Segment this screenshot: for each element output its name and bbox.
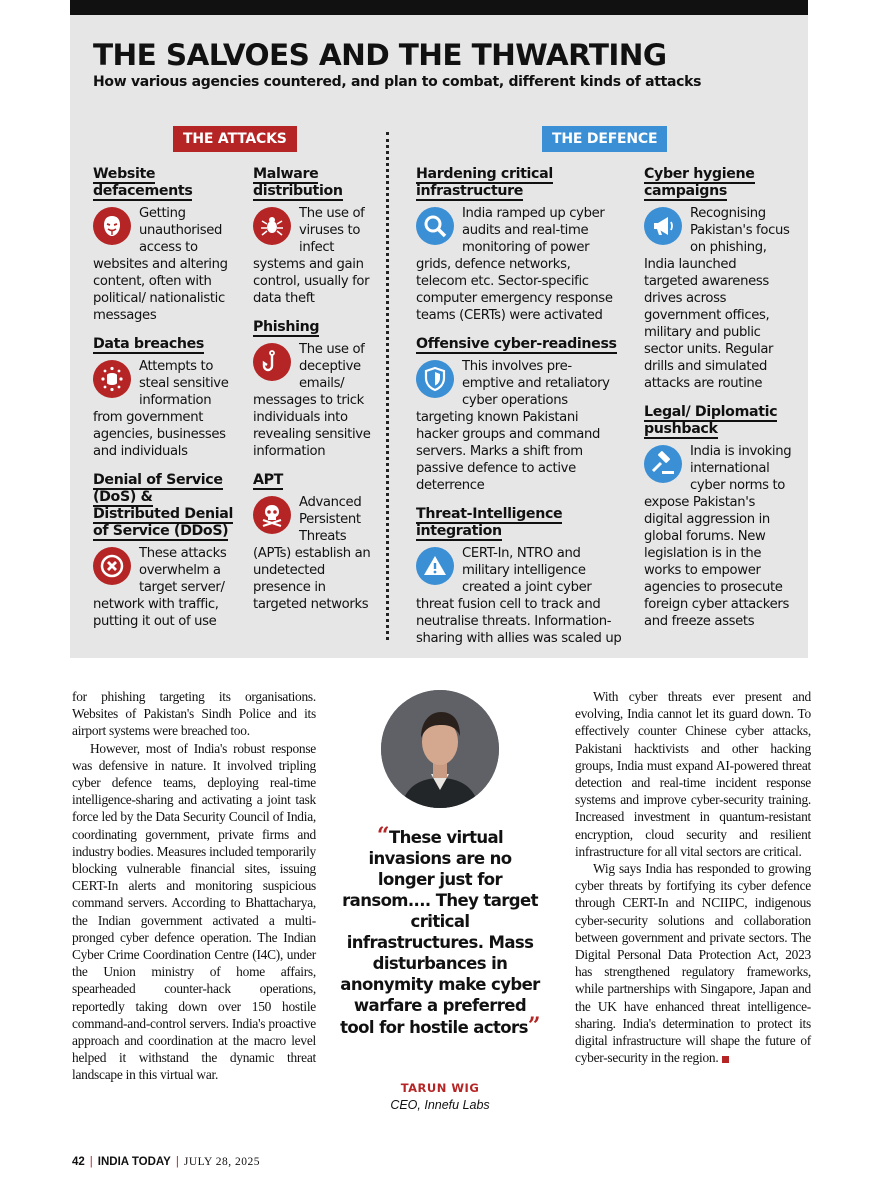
attack-text: The use of deceptive emails/ messages to trick individuals into revealing sensitive information <box>253 342 371 459</box>
attack-data-breaches <box>93 336 241 460</box>
warning-triangle-icon <box>416 547 454 585</box>
attacks-column-2 <box>253 166 371 613</box>
open-quote-mark: “ <box>376 823 389 849</box>
defence-heading: Offensive cyber-readiness <box>416 336 617 352</box>
hacker-mask-icon <box>93 207 131 245</box>
top-black-bar <box>70 0 808 15</box>
megaphone-icon <box>644 207 682 245</box>
pull-quote-text: These virtual invasions are no longer just for ransom.... They target critical infrastructures. Mass disturbances in anonymity make cyber warfare a preferred tool for hostile actors <box>340 828 540 1037</box>
attacks-column-1 <box>93 166 241 630</box>
defence-threat-intel <box>416 506 622 647</box>
article-column-3 <box>575 688 811 1066</box>
article-paragraph: However, most of India's robust response was defensive in nature. It involved tripling cyber defence teams, deploying real-time intelligence-sharing and activating a joint task force led by the Data Security Council of India, coordinating government, private firms and industry bodies. Measures included temporarily blocking vulnerable financial sites, issuing CERT-In alerts and monitoring suspicious command servers. According to Bhattacharya, the Indian government activated a multi-pronged cyber defence operation. The Indian Cyber Crime Coordination Centre (I4C), under the Union ministry of home affairs, spearheaded counter-hack operations, reportedly taking down over 150 hostile command-and-control servers. India's proactive approach and coordination at the macro level helped it withstand the dynamic threat landscape in this virtual war. <box>72 740 316 1083</box>
footer-separator: | <box>175 1156 179 1168</box>
infographic-subtitle: How various agencies countered, and plan to combat, different kinds of attacks <box>93 74 702 90</box>
defence-column-1 <box>416 166 622 647</box>
attack-text: Attempts to steal sensitive information from government agencies, businesses and individuals <box>93 359 229 459</box>
article-paragraph <box>575 860 811 1066</box>
article-column-1 <box>72 688 316 1084</box>
attack-heading: Data breaches <box>93 336 205 352</box>
end-mark <box>722 1056 729 1063</box>
defence-heading: Threat-Intelligence integration <box>416 506 563 539</box>
pull-quote <box>340 823 540 1039</box>
defence-heading: Legal/ Diplomatic pushback <box>644 404 778 437</box>
virus-bug-icon <box>253 207 291 245</box>
article-paragraph: With cyber threats ever present and evolving, India cannot let its guard down. To effectively counter Chinese cyber attacks, Pakistani hacktivists and other hacking groups, India must expand AI-powered threat detection and real-time incident response systems and improve cyber-security training. Increased investment in quantum-resistant encryption, cloud security and resilient infrastructure for all vital sectors are critical. <box>575 689 811 859</box>
attacks-label: THE ATTACKS <box>173 126 297 152</box>
attack-phishing <box>253 319 371 460</box>
fish-hook-icon <box>253 343 291 381</box>
speaker-portrait <box>381 690 499 808</box>
defence-label: THE DEFENCE <box>542 126 667 152</box>
quote-attribution-role: CEO, Innefu Labs <box>390 1098 490 1112</box>
defence-text: This involves pre-emptive and retaliatory cyber operations targeting known Pakistani hacker groups and command servers. Marks a shift from passive defence to active deterrence <box>416 359 610 493</box>
attack-text: These attacks overwhelm a target server/ network with traffic, putting it out of use <box>93 546 227 629</box>
article-paragraph-text: Wig says India has responded to growing cyber threats by fortifying its cyber defence through CERT-In and NCIIPC, indigenous cyber-security solutions and collaboration between government and private sectors. The Digital Personal Data Protection Act, 2023 has strengthened regulatory frameworks, while partnerships with Singapore, Japan and the UK have enhanced threat intelligence-sharing. India's determination to protect its digital infrastructure will shape the future of cyber-security in the region. <box>575 861 811 1066</box>
attack-heading: Website defacements <box>93 166 193 199</box>
infographic-title: THE SALVOES AND THE THWARTING <box>93 38 667 72</box>
shield-icon <box>416 360 454 398</box>
page-number: 42 <box>72 1156 85 1168</box>
attack-text: The use of viruses to infect systems and gain control, usually for data theft <box>253 206 370 306</box>
attack-malware <box>253 166 371 307</box>
defence-text: India is invoking international cyber norms to expose Pakistan's digital aggression in global forums. New legislation is in the works to empower agencies to prosecute foreign cyber attackers and freeze assets <box>644 444 792 629</box>
attack-heading: Denial of Service (DoS) & Distributed Denial of Service (DDoS) <box>93 472 233 539</box>
close-quote-mark: ” <box>527 1013 540 1039</box>
defence-heading: Hardening critical infrastructure <box>416 166 553 199</box>
attack-heading: Malware distribution <box>253 166 343 199</box>
defence-text: CERT-In, NTRO and military intelligence created a joint cyber threat fusion cell to track and neutralise threats. Information-sharing with allies was scaled up <box>416 546 622 646</box>
defence-column-2 <box>644 166 792 630</box>
footer-separator: | <box>89 1156 93 1168</box>
database-network-icon <box>93 360 131 398</box>
defence-cyber-hygiene <box>644 166 792 392</box>
gavel-icon <box>644 445 682 483</box>
defence-heading: Cyber hygiene campaigns <box>644 166 755 199</box>
defence-offensive <box>416 336 622 494</box>
page-footer <box>72 1156 260 1168</box>
attack-ddos <box>93 472 241 630</box>
magnifier-icon <box>416 207 454 245</box>
publication-name: INDIA TODAY <box>97 1156 171 1168</box>
cross-circle-icon <box>93 547 131 585</box>
quote-attribution-name: TARUN WIG <box>400 1081 480 1095</box>
defence-text: India ramped up cyber audits and real-time monitoring of power grids, defence networks, telecom etc. Sector-specific computer emergency response teams (CERTs) were activated <box>416 206 613 323</box>
skull-crossbones-icon <box>253 496 291 534</box>
attack-heading: Phishing <box>253 319 320 335</box>
attack-text: Advanced Persistent Threats (APTs) establish an undetected presence in targeted networks <box>253 495 371 612</box>
defence-legal <box>644 404 792 630</box>
article-paragraph: for phishing targeting its organisations. Websites of Pakistan's Sindh Police and its airport systems were breached too. <box>72 689 316 739</box>
attack-website-defacements <box>93 166 241 324</box>
issue-date: JULY 28, 2025 <box>183 1156 261 1168</box>
attack-heading: APT <box>253 472 284 488</box>
defence-hardening <box>416 166 622 324</box>
attack-apt <box>253 472 371 613</box>
column-divider <box>386 132 389 640</box>
defence-text: Recognising Pakistan's focus on phishing, India launched targeted awareness drives across government offices, military and public sector units. Regular drills and simulated attacks are routine <box>644 206 790 391</box>
attack-text: Getting unauthorised access to websites and altering content, often with political/ nationalistic messages <box>93 206 228 323</box>
